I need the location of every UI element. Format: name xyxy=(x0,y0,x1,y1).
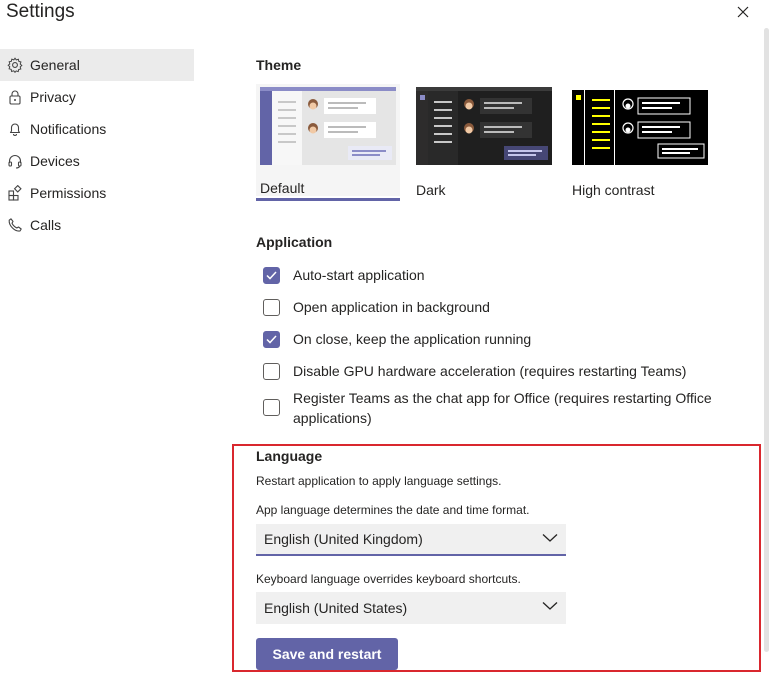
sidebar-item-privacy[interactable] xyxy=(0,81,194,113)
auto-start-checkbox[interactable] xyxy=(263,267,280,284)
close-icon xyxy=(737,6,749,18)
keep-running-checkbox-row[interactable] xyxy=(263,331,531,349)
phone-icon xyxy=(6,217,23,234)
lock-icon xyxy=(6,89,23,106)
language-title: Language xyxy=(256,448,323,464)
save-and-restart-button[interactable]: Save and restart xyxy=(256,638,398,670)
sidebar-item-permissions[interactable] xyxy=(0,177,194,209)
disable-gpu-checkbox[interactable] xyxy=(263,363,280,380)
bell-icon xyxy=(6,121,23,138)
theme-title: Theme xyxy=(256,57,302,73)
checkbox-label: Auto-start application xyxy=(293,267,425,283)
checkbox-label: Open application in background xyxy=(293,299,490,315)
keyboard-language-select[interactable] xyxy=(256,592,566,624)
auto-start-checkbox-row[interactable] xyxy=(263,267,425,285)
selected-indicator xyxy=(256,198,400,201)
disable-gpu-checkbox-row[interactable] xyxy=(263,363,686,381)
theme-option-high-contrast[interactable] xyxy=(572,87,716,198)
theme-option-dark[interactable] xyxy=(416,87,560,198)
theme-label: Default xyxy=(260,180,305,196)
close-button[interactable] xyxy=(733,2,753,22)
sidebar-item-label: Calls xyxy=(30,217,62,233)
theme-preview-high-contrast xyxy=(572,87,708,165)
register-chat-app-checkbox[interactable] xyxy=(263,399,280,416)
app-language-value: English (United Kingdom) xyxy=(264,531,423,547)
sidebar-item-calls[interactable] xyxy=(0,209,194,241)
checkmark-icon xyxy=(266,335,277,344)
theme-preview-dark xyxy=(416,87,552,165)
keep-running-checkbox[interactable] xyxy=(263,331,280,348)
theme-option-default[interactable] xyxy=(256,84,400,201)
window-title: Settings xyxy=(6,1,75,22)
application-title: Application xyxy=(256,234,333,250)
sidebar-item-general[interactable] xyxy=(0,49,194,81)
theme-label: Dark xyxy=(416,182,446,198)
sidebar-item-label: Notifications xyxy=(30,121,107,137)
sidebar-item-label: Devices xyxy=(30,153,80,169)
sidebar-item-label: Permissions xyxy=(30,185,107,201)
gear-icon xyxy=(6,57,23,74)
open-in-background-checkbox-row[interactable] xyxy=(263,299,490,317)
open-in-background-checkbox[interactable] xyxy=(263,299,280,316)
chevron-down-icon xyxy=(542,533,558,543)
sidebar xyxy=(0,49,194,241)
app-language-note: App language determines the date and time format. xyxy=(256,503,530,517)
keyboard-language-note: Keyboard language overrides keyboard shortcuts. xyxy=(256,572,521,586)
sidebar-item-devices[interactable] xyxy=(0,145,194,177)
sidebar-item-notifications[interactable] xyxy=(0,113,194,145)
chevron-down-icon xyxy=(542,601,558,611)
theme-label: High contrast xyxy=(572,182,655,198)
checkbox-label: Register Teams as the chat app for Office (requires restarting Office applications) xyxy=(293,390,712,426)
apps-icon xyxy=(6,185,23,202)
checkmark-icon xyxy=(266,271,277,280)
checkbox-label: Disable GPU hardware acceleration (requires restarting Teams) xyxy=(293,363,687,379)
headset-icon xyxy=(6,153,23,170)
restart-note: Restart application to apply language settings. xyxy=(256,474,502,488)
checkbox-label: On close, keep the application running xyxy=(293,331,532,347)
register-chat-app-checkbox-row[interactable] xyxy=(263,390,723,428)
app-language-select[interactable] xyxy=(256,524,566,556)
theme-preview-default xyxy=(256,84,400,196)
keyboard-language-value: English (United States) xyxy=(264,600,408,616)
scrollbar[interactable] xyxy=(764,28,769,652)
sidebar-item-label: General xyxy=(30,57,80,73)
sidebar-item-label: Privacy xyxy=(30,89,76,105)
